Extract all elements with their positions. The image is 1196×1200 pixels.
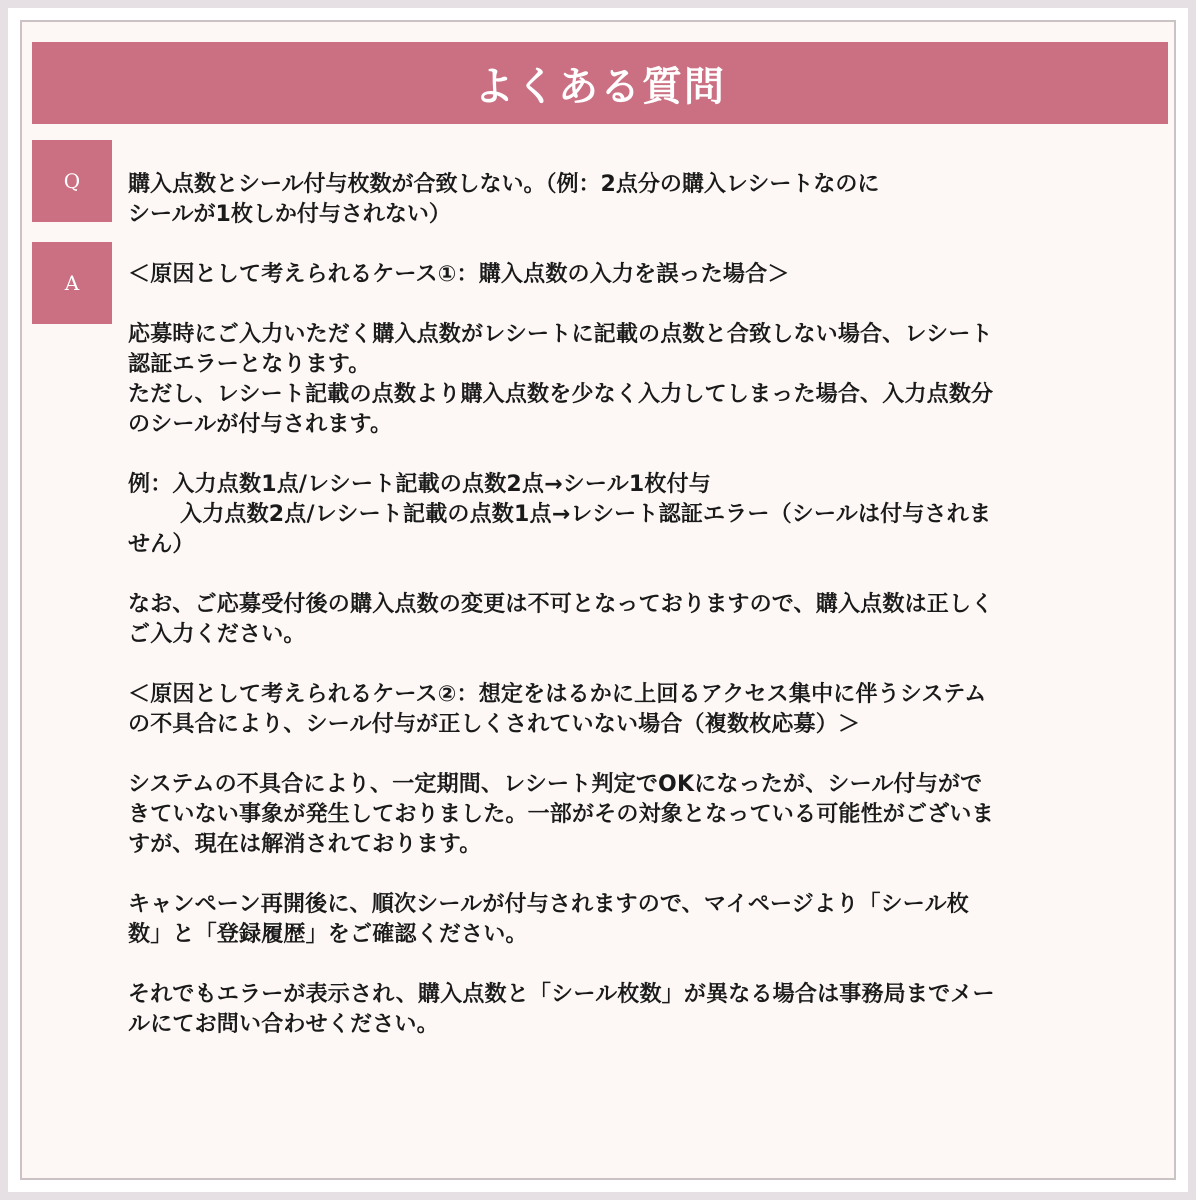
- case2-heading: の不具合により、シール付与が正しくされていない場合（複数枚応募）＞: [128, 712, 861, 737]
- faq-panel: [20, 20, 1176, 1180]
- answer-text: [128, 260, 1168, 1040]
- answer-line: ルにてお問い合わせください。: [128, 1012, 439, 1037]
- answer-line: それでもエラーが表示され、購入点数と「シール枚数」が異なる場合は事務局までメー: [128, 982, 995, 1007]
- example-line: 入力点数2点/レシート記載の点数1点→レシート認証エラー（シールは付与されま: [180, 502, 992, 527]
- example-line: せん）: [128, 532, 195, 557]
- answer-line: 認証エラーとなります。: [128, 352, 371, 377]
- answer-line: 応募時にご入力いただく購入点数がレシートに記載の点数と合致しない場合、レシート: [128, 322, 993, 347]
- note-line: なお、ご応募受付後の購入点数の変更は不可となっておりますので、購入点数は正しく: [128, 592, 994, 617]
- outer-frame: [8, 8, 1188, 1192]
- page-title: よくある質問: [474, 62, 726, 110]
- case1-heading: ＜原因として考えられるケース①：購入点数の入力を誤った場合＞: [128, 262, 790, 287]
- question-text: [128, 170, 1158, 230]
- note-line: ご入力ください。: [128, 622, 306, 647]
- case2-heading: ＜原因として考えられるケース②：想定をはるかに上回るアクセス集中に伴うシステム: [128, 682, 987, 707]
- title-banner: [32, 42, 1168, 124]
- answer-line: ただし、レシート記載の点数より購入点数を少なく入力してしまった場合、入力点数分: [128, 382, 994, 407]
- answer-line: きていない事象が発生しておりました。一部がその対象となっている可能性がございま: [128, 802, 994, 827]
- answer-line: すが、現在は解消されております。: [128, 832, 482, 857]
- answer-line: システムの不具合により、一定期間、レシート判定でOKになったが、シール付与がで: [128, 772, 983, 797]
- question-line: 購入点数とシール付与枚数が合致しない。（例：2点分の購入レシートなのに: [128, 172, 880, 197]
- example-line: 例：入力点数1点/レシート記載の点数2点→シール1枚付与: [128, 472, 712, 497]
- question-badge: Q: [32, 140, 112, 222]
- answer-line: キャンペーン再開後に、順次シールが付与されますので、マイページより「シール枚: [128, 892, 969, 917]
- answer-line: 数」と「登録履歴」をご確認ください。: [128, 922, 528, 947]
- answer-line: のシールが付与されます。: [128, 412, 393, 437]
- question-line: シールが1枚しか付与されない）: [128, 202, 451, 227]
- answer-badge: A: [32, 242, 112, 324]
